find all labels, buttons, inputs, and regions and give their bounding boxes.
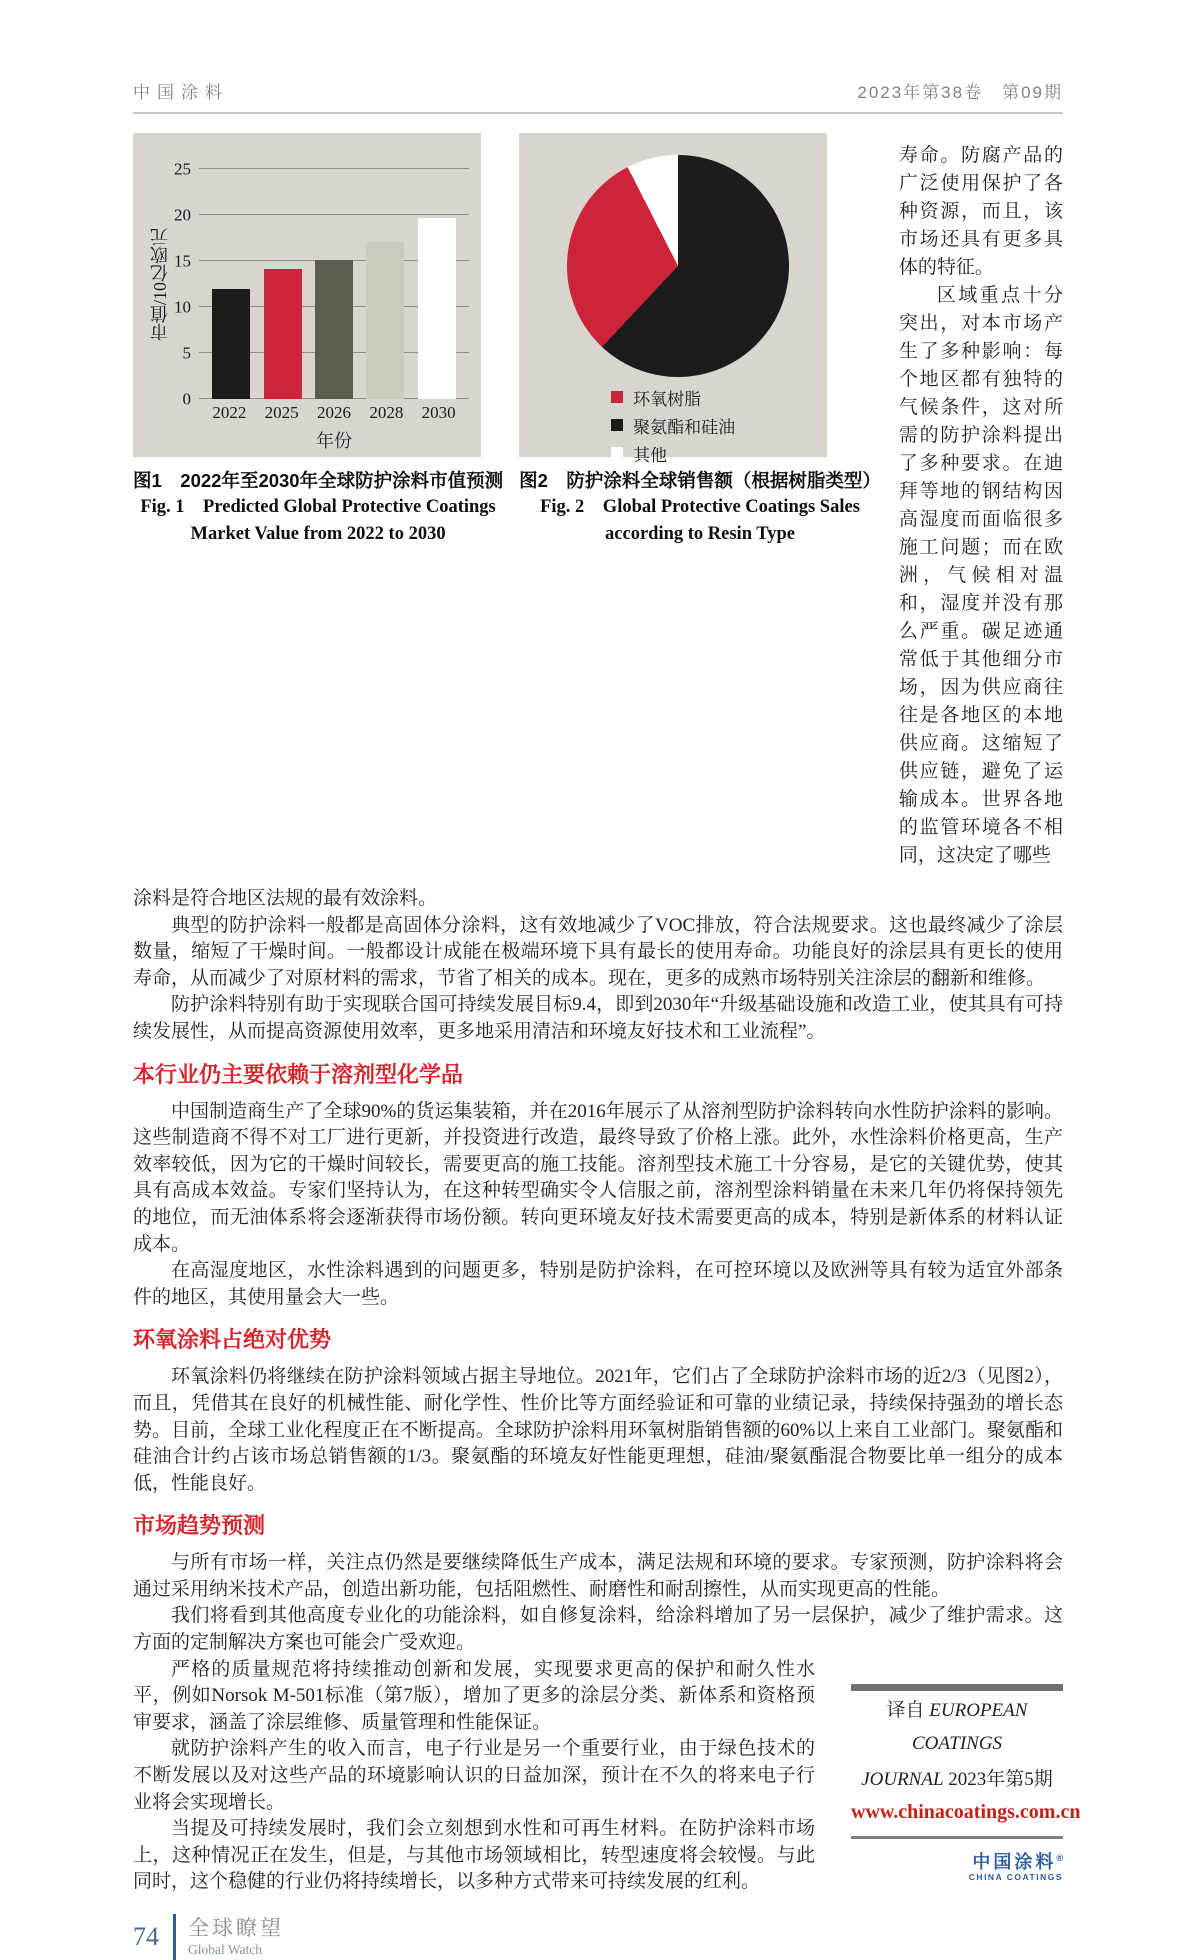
bar-chart-x-ticks <box>199 403 469 423</box>
source-prefix: 译自 <box>886 1699 925 1721</box>
bar-2022 <box>212 289 250 399</box>
y-tick-label-5: 5 <box>182 343 191 363</box>
legend-swatch <box>611 391 623 403</box>
source-line-1 <box>851 1694 1063 1760</box>
source-info-box <box>851 1684 1081 1883</box>
paragraph: 防护涂料特别有助于实现联合国可持续发展目标9.4，即到2030年“升级基础设施和改造工业，使其具有可持续发展性，从而提高资源使用效率，更多地采用清洁和环境友好技术和工业流程”。 <box>133 994 1063 1042</box>
paragraph: 在高湿度地区，水性涂料遇到的问题更多，特别是防护涂料，在可控环境以及欧洲等具有较为适宜外部条件的地区，其使用量会大一些。 <box>133 1260 1063 1308</box>
figure2-caption <box>519 467 881 548</box>
article-body <box>133 886 1081 1896</box>
issue-info: 2023年第38卷 第09期 <box>857 83 1063 102</box>
bar-2028 <box>366 242 404 399</box>
china-coatings-logo <box>851 1839 1063 1883</box>
paragraph: 我们将看到其他高度专业化的功能涂料，如自修复涂料，给涂料增加了另一层保护，减少了维护需求。这方面的定制解决方案也可能会广受欢迎。 <box>133 1605 1063 1654</box>
thick-divider <box>851 1684 1063 1691</box>
section-heading-epoxy: 环氧涂料占绝对优势 <box>133 1327 332 1353</box>
source-line-2 <box>851 1763 1063 1796</box>
paragraph: 当提及可持续发展时，我们会立刻想到水性和可再生材料。在防护涂料市场上，这种情况正在发生，但是，与其他市场领域相比，转型速度将会较慢。与此同时，这个稳健的行业仍将持续增长，以多种方式带来可持续发展的红利。 <box>133 1818 815 1893</box>
legend-label: 聚氨酯和硅油 <box>633 417 736 437</box>
figure1-caption <box>133 467 503 548</box>
section-heading-trends: 市场趋势预测 <box>133 1513 266 1539</box>
bar-chart-plot-area <box>199 169 469 399</box>
source-issue: 2023年第5期 <box>948 1768 1053 1790</box>
website-link[interactable]: www.chinacoatings.com.cn <box>851 1800 1081 1823</box>
x-tick-label-2028: 2028 <box>369 403 404 422</box>
legend-label: 环氧树脂 <box>633 389 702 409</box>
figures-row <box>133 133 1063 870</box>
right-text-column <box>899 133 1063 870</box>
footer-section-en: Global Watch <box>188 1941 263 1957</box>
source-journal-name2: JOURNAL <box>861 1768 944 1790</box>
figure2-caption-cn: 图2 防护涂料全球销售额（根据树脂类型） <box>519 470 881 491</box>
paragraph: 就防护涂料产生的收入而言，电子行业是另一个重要行业，由于绿色技术的不断发展以及对这些产品的环境影响认识的日益加深，预计在不久的将来电子行业将会实现增长。 <box>133 1738 815 1813</box>
x-tick-label-2026: 2026 <box>316 403 351 422</box>
page-header <box>133 78 1063 114</box>
footer-section <box>188 1917 284 1958</box>
figure1-bar-chart <box>133 133 481 457</box>
y-tick-label-25: 25 <box>174 159 191 179</box>
y-tick-label-20: 20 <box>174 205 191 225</box>
legend-swatch <box>611 419 623 431</box>
logo-en-text: CHINA COATINGS <box>968 1871 1063 1882</box>
footer-divider-bar <box>173 1914 176 1960</box>
x-tick-label-2022: 2022 <box>212 403 247 422</box>
pie-legend <box>611 383 735 467</box>
figure1-caption-en: Fig. 1 Predicted Global Protective Coatings <box>140 497 496 517</box>
section-heading-solvent: 本行业仍主要依赖于溶剂型化学品 <box>133 1061 464 1087</box>
figure2-caption-en2: according to Resin Type <box>605 524 795 544</box>
legend-item <box>611 411 735 439</box>
paragraph: 环氧涂料仍将继续在防护涂料领域占据主导地位。2021年，它们占了全球防护涂料市场的近2/3（见图2），而且，凭借其在良好的机械性能、耐化学性、性价比等方面经验证和可靠的业绩记录，持续保持强劲的增长态势。目前，全球工业化程度正在不断提高。全球防护涂料用环氧树脂销售额的60%以上来自工业部门。聚氨酯和硅油合计约占该市场总销售额的1/3。聚氨酯的环境友好性能更理想，硅油/聚氨酯混合物要比单一组分的成本低，性能良好。 <box>133 1366 1063 1494</box>
x-tick-label-2030: 2030 <box>421 403 456 422</box>
legend-swatch <box>611 447 623 459</box>
y-tick-label-0: 0 <box>182 389 191 409</box>
figure2-caption-en: Fig. 2 Global Protective Coatings Sales <box>540 497 860 517</box>
x-tick-label-2025: 2025 <box>264 403 299 422</box>
y-tick-label-10: 10 <box>174 297 191 317</box>
paragraph: 涂料是符合地区法规的最有效涂料。 <box>133 888 438 909</box>
registered-mark: ® <box>1056 1852 1063 1863</box>
paragraph: 与所有市场一样，关注点仍然是要继续降低生产成本，满足法规和环境的要求。专家预测，防护涂料将会通过采用纳米技术产品，创造出新功能，包括阻燃性、耐磨性和耐刮擦性，从而实现更高的性能。 <box>133 1552 1063 1600</box>
footer-section-cn: 全球瞭望 <box>188 1916 284 1940</box>
figure1-caption-cn: 图1 2022年至2030年全球防护涂料市值预测 <box>133 470 504 491</box>
y-tick-label-15: 15 <box>174 251 191 271</box>
figure1-caption-en2: Market Value from 2022 to 2030 <box>190 524 446 544</box>
bar-chart-y-axis-label: 市值/10亿欧元 <box>150 227 170 341</box>
page-footer <box>133 1914 1063 1960</box>
paragraph: 中国制造商生产了全球90%的货运集装箱，并在2016年展示了从溶剂型防护涂料转向水性防护涂料的影响。这些制造商不得不对工厂进行更新，并投资进行改造，最终导致了价格上涨。此外，水性涂料价格更高，生产效率较低，因为它的干燥时间较长，需要更高的施工技能。溶剂型技术施工十分容易，是它的关键优势，使其具有高成本效益。专家们坚持认为，在这种转型确实令人信服之前，溶剂型涂料销量在未来几年仍将保持领先的地位，而无油体系将会逐渐获得市场份额。转向更环境友好技术需要更高的成本，特别是新体系的材料认证成本。 <box>133 1100 1063 1255</box>
bar-chart-x-axis-label: 年份 <box>316 431 352 451</box>
journal-name: 中国涂料 <box>133 83 229 102</box>
legend-label: 其他 <box>633 445 668 465</box>
paragraph: 严格的质量规范将持续推动创新和发展，实现要求更高的保护和耐久性水平，例如Norsok M-501标准（第7版），增加了更多的涂层分类、新体系和资格预审要求，涵盖了涂层维修、质量管理和性能保证。 <box>133 1658 815 1733</box>
pie-graphic <box>567 155 789 377</box>
logo-cn-text: 中国涂料® <box>972 1851 1063 1872</box>
figure2 <box>519 133 881 548</box>
source-journal-name: EUROPEAN COATINGS <box>911 1699 1028 1754</box>
bar-chart-bars <box>199 169 469 399</box>
page-number: 74 <box>133 1922 159 1951</box>
paragraph: 寿命。防腐产品的广泛使用保护了各种资源，而且，该市场还具有更多具体的特征。 <box>898 145 1063 278</box>
legend-item <box>611 383 735 411</box>
bar-2025 <box>264 269 302 399</box>
paragraph: 典型的防护涂料一般都是高固体分涂料，这有效地减少了VOC排放，符合法规要求。这也最终减少了涂层数量，缩短了干燥时间。一般都设计成能在极端环境下具有最长的使用寿命。功能良好的涂层具有更长的使用寿命，从而减少了对原材料的需求，节省了相关的成本。现在，更多的成熟市场特别关注涂层的翻新和维修。 <box>133 914 1063 989</box>
bar-2030 <box>418 218 456 399</box>
figure2-pie-chart <box>519 133 827 465</box>
bar-2026 <box>315 260 353 399</box>
figure1 <box>133 133 503 548</box>
legend-item <box>611 439 735 467</box>
bar-chart-y-ticks <box>161 159 191 409</box>
paragraph: 区域重点十分突出，对本市场产生了多种影响：每个地区都有独特的气候条件，这对所需的防护涂料提出了多种要求。在迪拜等地的钢结构因高湿度而面临很多施工问题；而在欧洲，气候相对温和，湿度并没有那么严重。碳足迹通常低于其他细分市场，因为供应商往往是各地区的本地供应商。这缩短了供应链，避免了运输成本。世界各地的监管环境各不相同，这决定了哪些 <box>898 285 1063 866</box>
